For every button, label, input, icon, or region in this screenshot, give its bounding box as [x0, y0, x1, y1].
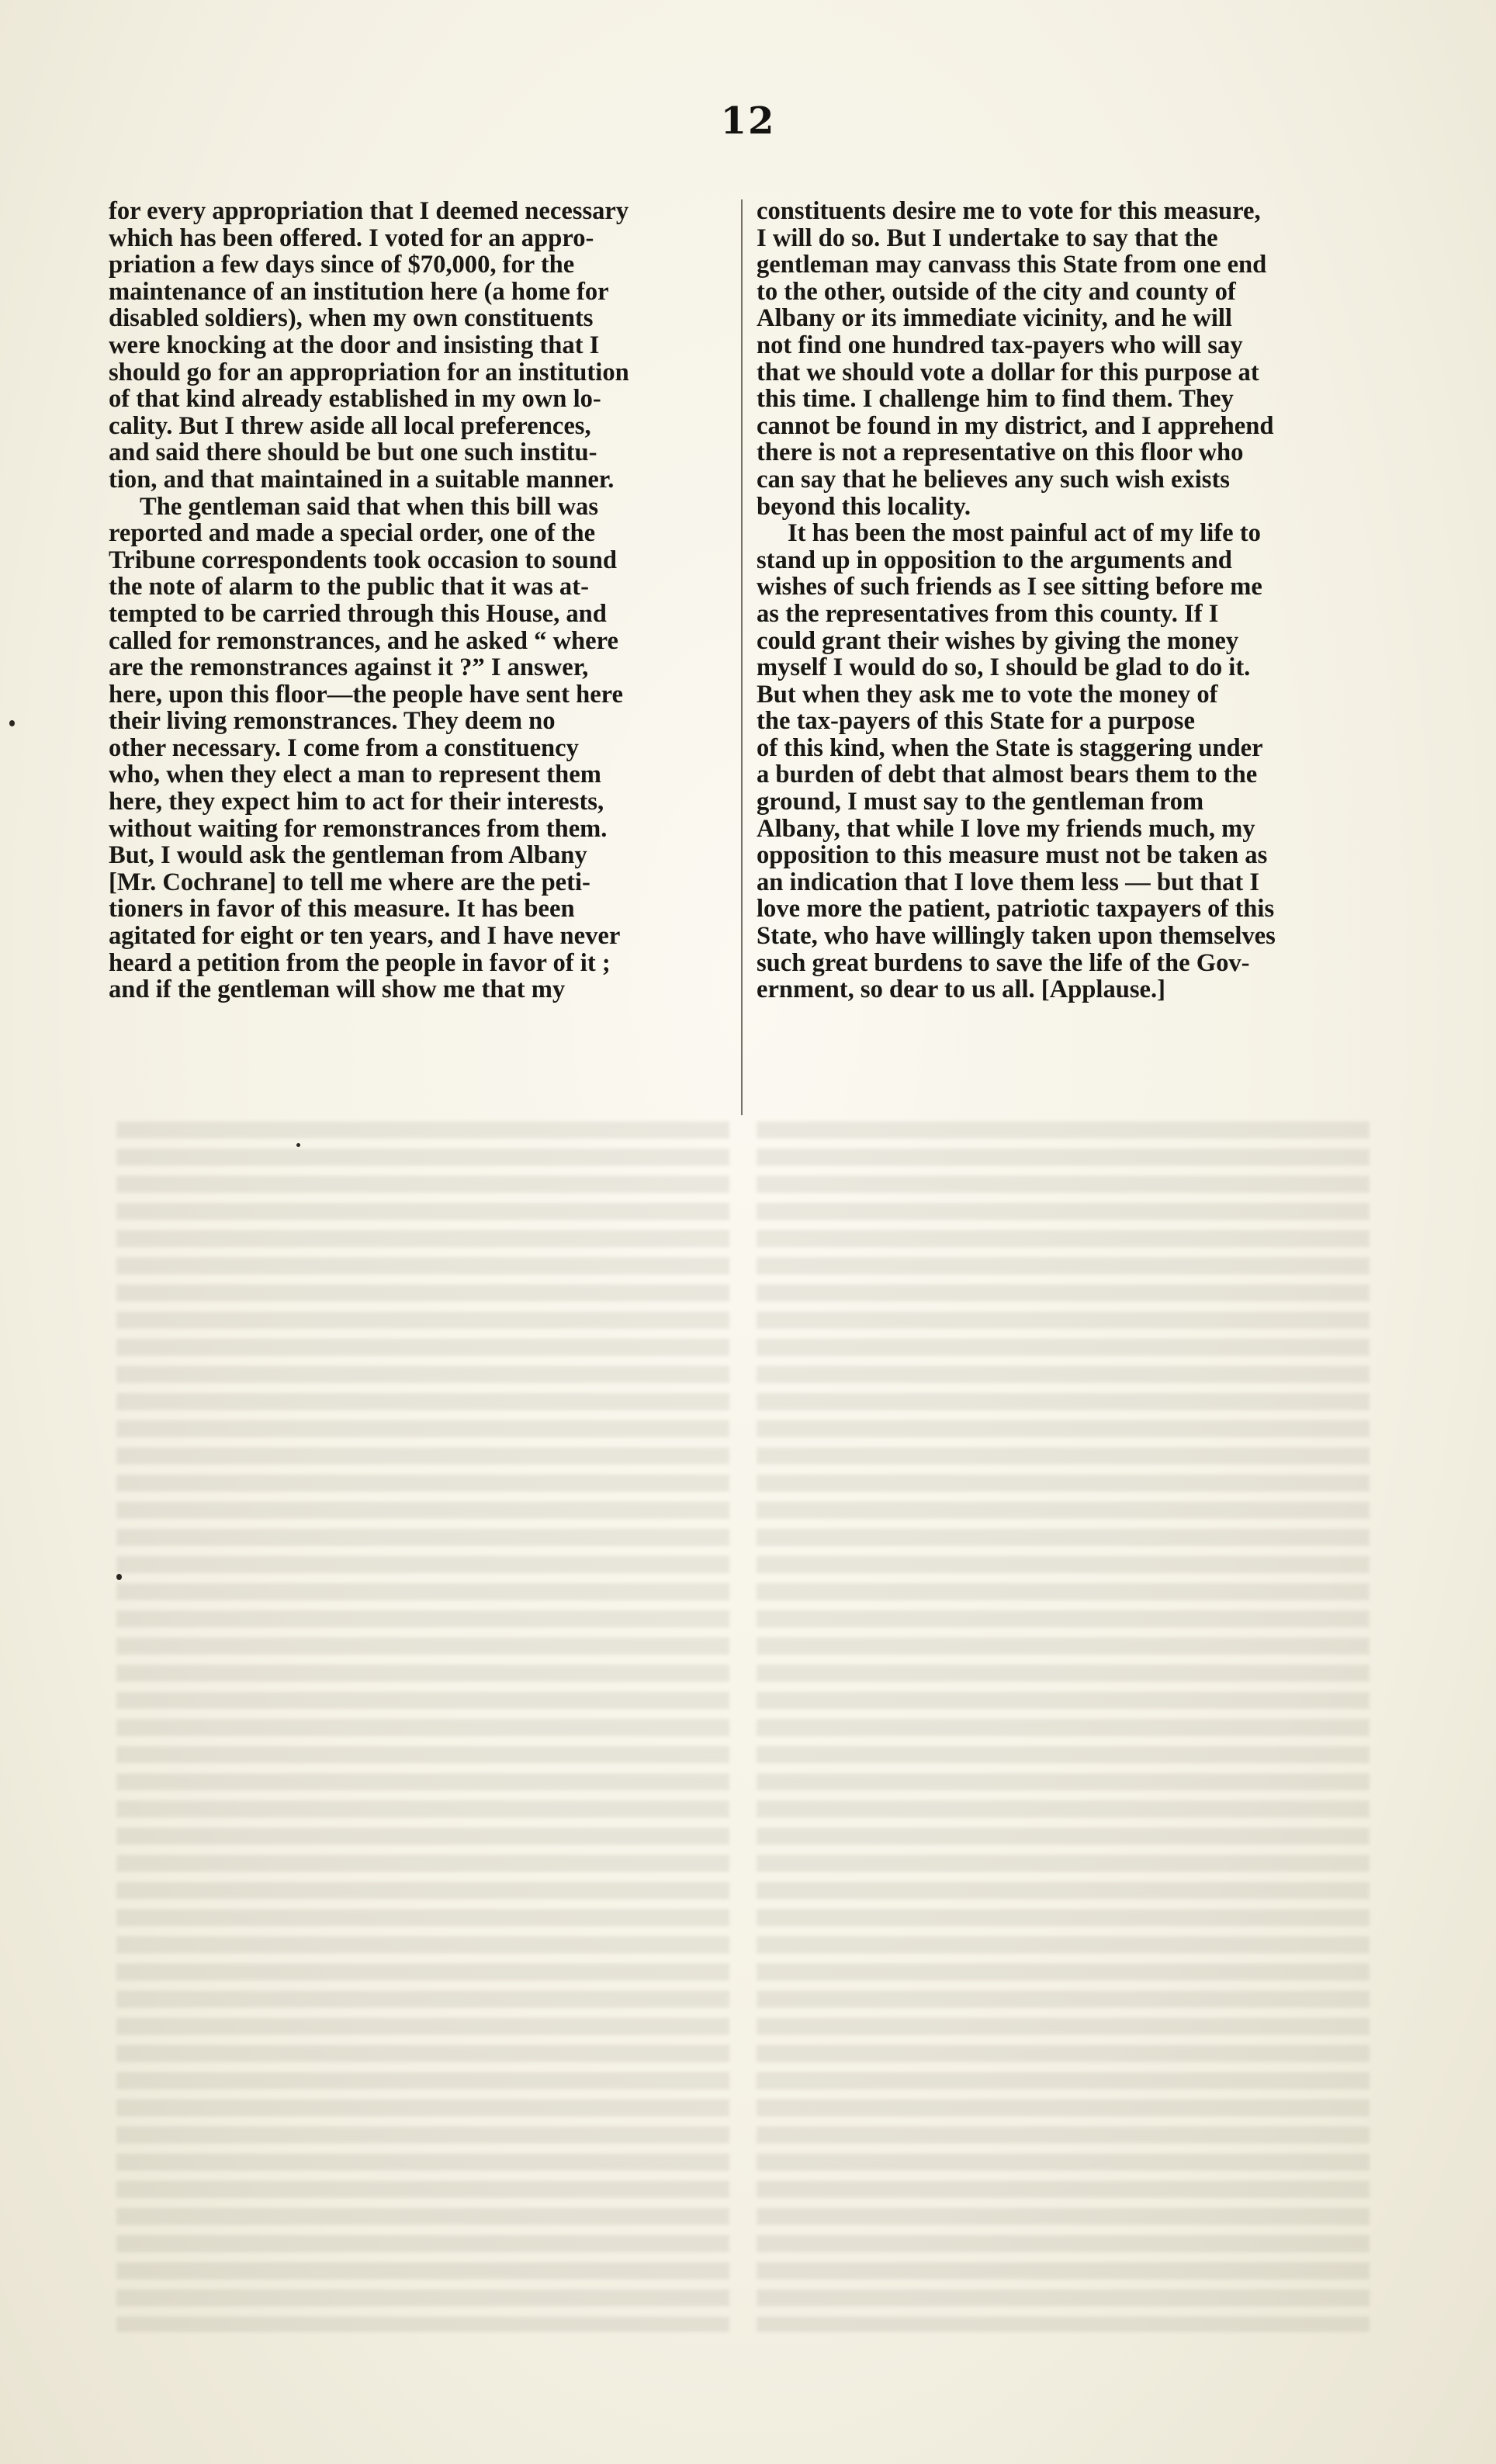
ink-speck	[116, 1574, 122, 1580]
ink-speck	[9, 720, 15, 726]
ink-speck	[296, 1143, 300, 1147]
bleed-through-right	[757, 1121, 1370, 2332]
right-paragraph-1: constituents desire me to vote for this measure, I will do so. But I undertake to say that the gentleman may canvass this State from one end to the other, outside of the city and county of Albany or its immediate vicinity, and he will not find one hundred tax-payers who will say that we should vote a dollar for this purpose at this time. I challenge him to find them. They cannot be found in my district, and I apprehend there is not a representative on this floor who can say that he believes any such wish exists beyond this locality.	[757, 197, 1274, 521]
page-number: 12	[720, 99, 776, 143]
bleed-through-left	[116, 1121, 729, 2332]
left-paragraph-1: for every appropriation that I deemed necessary which has been offered. I voted for an appro- priation a few days since of $70,000, for the maintenance of an institution here (a home for disabled soldiers), when my own constituents were knocking at the door and insisting that I should go for an appropriation for an institution of that kind already established in my own lo- cality. But I threw aside all local preferences, and said there should be but one such institu- tion, and that maintained in a suitable manner.	[109, 197, 629, 494]
text-columns	[109, 198, 1370, 1114]
right-paragraph-2: It has been the most painful act of my life to stand up in opposition to the arguments and wishes of such friends as I see sitting before me as the representatives from this county. If I could grant their wishes by giving the money myself I would do so, I should be glad to do it. But when they ask me to vote the money of the tax-payers of this State for a purpose of this kind, when the State is staggering under a burden of debt that almost bears them to the ground, I must say to the gentleman from Albany, that while I love my friends much, my opposition to this measure must not be taken as an indication that I love them less — but that I love more the patient, patriotic taxpayers of this State, who have willingly taken upon themselves such great burdens to save the life of the Gov- ernment, so dear to us all. [Applause.]	[757, 519, 1276, 1004]
right-column	[757, 198, 1376, 1003]
left-column	[109, 198, 728, 1003]
left-paragraph-2: The gentleman said that when this bill was reported and made a special order, one of the Tribune correspondents took occasion to sound the note of alarm to the public that it was at- tempted to be carried through this House, and called for remonstrances, and he asked “ where are the remonstrances against it ?” I answer, here, upon this floor—the people have sent here their living remonstrances. They deem no other necessary. I come from a constituency who, when they elect a man to represent them here, they expect him to act for their interests, without waiting for remonstrances from them. But, I would ask the gentleman from Albany [Mr. Cochrane] to tell me where are the peti- tioners in favor of this measure. It has been agitated for eight or ten years, and I have never heard a petition from the people in favor of it ; and if the gentleman will show me that my	[109, 492, 624, 1004]
